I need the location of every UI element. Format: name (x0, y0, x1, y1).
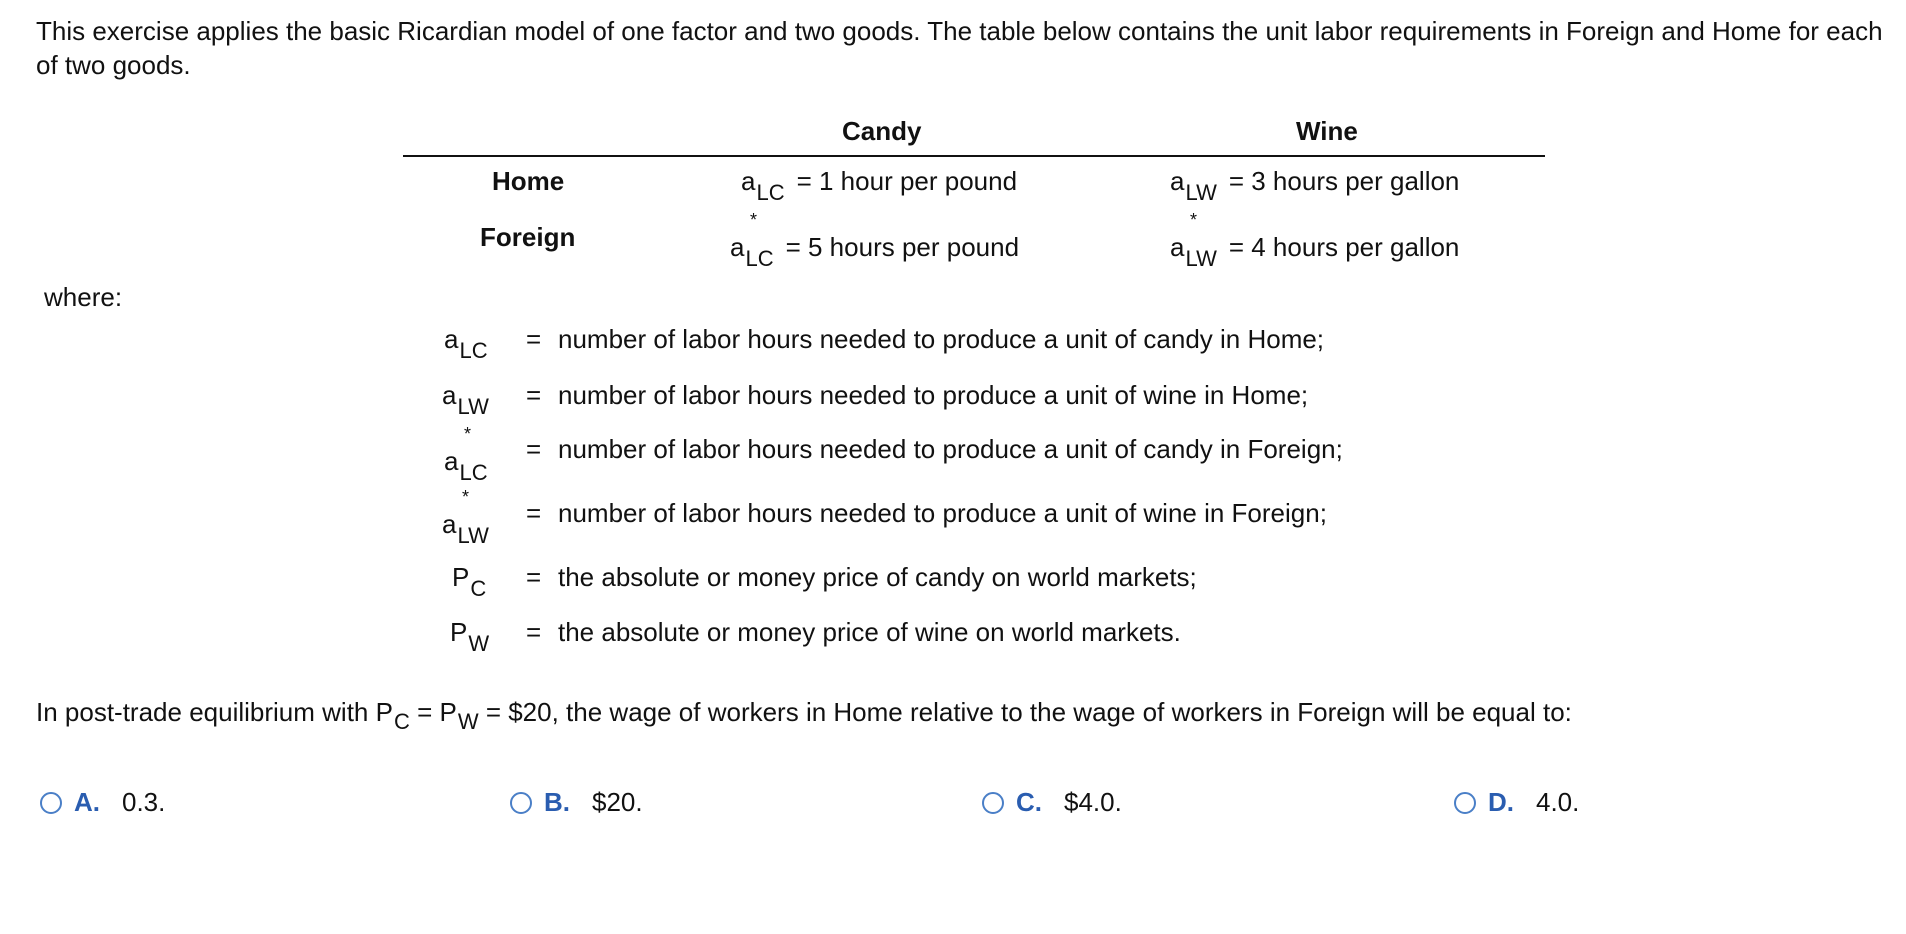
intro-text: This exercise applies the basic Ricardian model of one factor and two goods. The table below contains the unit labor requirements in Foreign and Home for each of two goods. (36, 16, 1883, 80)
choice-d[interactable] (1454, 787, 1579, 818)
definition-equals: = (526, 380, 542, 410)
definition-text: number of labor hours needed to produce a unit of candy in Foreign; (558, 434, 1343, 464)
definition-symbol: $P_C$ (452, 562, 487, 601)
radio-button-a[interactable] (40, 792, 62, 814)
table-cell-foreign-wine: a * $_{LW}$ = 4 hours per gallon (1170, 210, 1460, 271)
definition-row (444, 424, 488, 485)
definition-text: number of labor hours needed to produce a unit of candy in Home; (558, 324, 1325, 354)
table-header-wine: Wine (1296, 116, 1358, 146)
table-header-rule (403, 155, 1545, 157)
definition-text: the absolute or money price of wine on world markets. (558, 617, 1181, 647)
definition-row (442, 380, 489, 419)
definition-symbol: $a_{LW}$ (442, 380, 489, 419)
choice-a[interactable] (40, 787, 165, 818)
definition-text: number of labor hours needed to produce a unit of wine in Foreign; (558, 498, 1327, 528)
definition-text: number of labor hours needed to produce a unit of wine in Home; (558, 380, 1309, 410)
table-row-foreign-label: Foreign (480, 222, 576, 252)
radio-button-d[interactable] (1454, 792, 1476, 814)
definition-symbol: a * $_{LW}$ (442, 487, 489, 548)
radio-button-c[interactable] (982, 792, 1004, 814)
choice-d-letter: D. (1488, 787, 1514, 817)
choice-a-text: 0.3. (122, 787, 166, 817)
definition-text: the absolute or money price of candy on world markets; (558, 562, 1197, 592)
definition-row (442, 487, 489, 548)
definition-equals: = (526, 498, 542, 528)
choice-c-text: $4.0. (1064, 787, 1122, 817)
definition-symbol: $P_W$ (450, 617, 490, 656)
symbol-alw: $a_{LW}$ (1170, 166, 1217, 205)
symbol-alw-star: a * $_{LW}$ (1170, 210, 1217, 271)
radio-button-b[interactable] (510, 792, 532, 814)
symbol-alc: $a_{LC}$ (741, 166, 785, 205)
definition-symbol: $a_{LC}$ (444, 324, 488, 363)
definition-symbol: a * $_{LC}$ (444, 424, 488, 485)
choice-c[interactable] (982, 787, 1122, 818)
table-header-candy: Candy (842, 116, 922, 146)
choice-b-letter: B. (544, 787, 570, 817)
choice-b[interactable] (510, 787, 643, 818)
table-cell-foreign-candy: a * $_{LC}$ = 5 hours per pound (730, 210, 1020, 271)
choice-c-letter: C. (1016, 787, 1042, 817)
symbol-alc-star: a * $_{LC}$ (730, 210, 774, 271)
definition-equals: = (526, 324, 542, 354)
question-text: In post-trade equilibrium with $P_C = P_W$ = $20, the wage of workers in Home relative to the wage of workers in Foreign will be equal to: (36, 697, 1572, 734)
definition-equals: = (526, 617, 542, 647)
definition-row (450, 617, 490, 656)
choice-a-letter: A. (74, 787, 100, 817)
table-cell-home-candy: $a_{LC} = 1$ hour per pound (741, 166, 1018, 205)
choice-b-text: $20. (592, 787, 643, 817)
table-row-home-label: Home (492, 166, 565, 196)
where-label: where: (44, 282, 123, 312)
definition-equals: = (526, 434, 542, 464)
definition-row (452, 562, 487, 601)
definition-row (444, 324, 488, 363)
table-cell-home-wine: $a_{LW} = 3$ hours per gallon (1170, 166, 1460, 205)
choice-d-text: 4.0. (1536, 787, 1580, 817)
definition-equals: = (526, 562, 542, 592)
